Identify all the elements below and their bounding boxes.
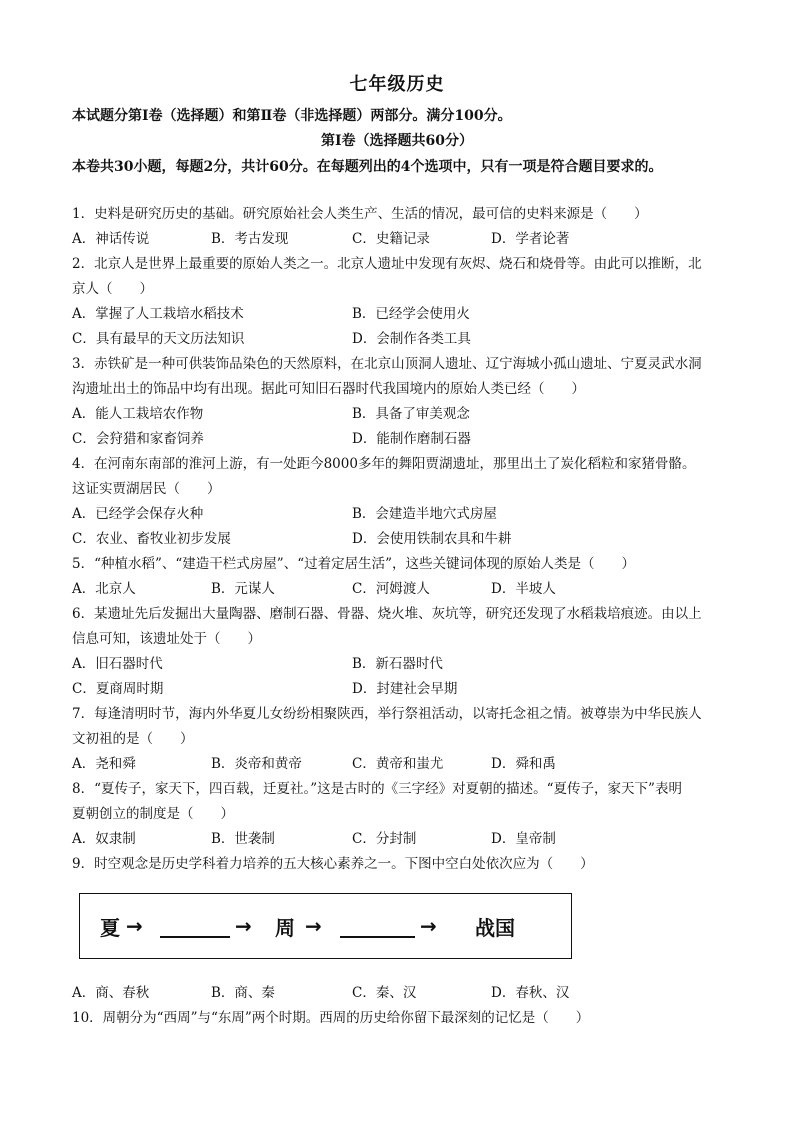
- q8-option-b: B．世袭制: [211, 831, 275, 847]
- section-intro: 本卷共30小题，每题2分，共计60分。在每题列出的4个选项中，只有一项是符合题目要求的。: [72, 159, 663, 175]
- q1-option-c: C．史籍记录: [352, 231, 430, 247]
- q7-option-a: A．尧和舜: [72, 756, 136, 772]
- q2-option-d: D．会制作各类工具: [352, 331, 471, 347]
- question-3-text-line1: 3．赤铁矿是一种可供装饰品染色的天然原料，在北京山顶洞人遗址、辽宁海城小孤山遗址、宁夏灵武水洞: [72, 356, 702, 372]
- timeline-blank: [160, 936, 230, 938]
- question-8-text-line2: 夏朝创立的制度是（ ）: [72, 806, 234, 822]
- q4-option-b: B．会建造半地穴式房屋: [352, 506, 497, 522]
- q4-option-c: C．农业、畜牧业初步发展: [72, 531, 231, 547]
- q5-option-d: D．半坡人: [491, 581, 556, 597]
- question-2-text-line1: 2．北京人是世界上最重要的原始人类之一。北京人遗址中发现有灰烬、烧石和烧骨等。由此可以推断，北: [72, 256, 702, 272]
- q1-option-b: B．考古发现: [211, 231, 289, 247]
- q3-option-b: B．具备了审美观念: [352, 406, 470, 422]
- question-4-text-line1: 4．在河南东南部的淮河上游，有一处距今8000多年的舞阳贾湖遗址，那里出土了炭化稻粒和家猪骨骼。: [72, 456, 696, 472]
- timeline-item-zhanguo: 战国: [475, 916, 515, 940]
- q2-option-c: C．具有最早的天文历法知识: [72, 331, 245, 347]
- q9-option-a: A．商、春秋: [72, 985, 150, 1001]
- question-6-text-line2: 信息可知，该遗址处于（ ）: [72, 631, 261, 647]
- question-6-text-line1: 6．某遗址先后发掘出大量陶器、磨制石器、骨器、烧火堆、灰坑等，研究还发现了水稻栽培痕迹。由以上: [72, 606, 702, 622]
- timeline-item-xia: 夏: [100, 916, 120, 940]
- timeline-arrow: →: [235, 914, 252, 938]
- q7-option-b: B．炎帝和黄帝: [211, 756, 302, 772]
- q7-option-c: C．黄帝和蚩尤: [352, 756, 444, 772]
- timeline-arrow: →: [420, 914, 437, 938]
- page-title: 七年级历史: [349, 74, 445, 95]
- q2-option-b: B．已经学会使用火: [352, 306, 470, 322]
- question-5-text: 5．“种植水稻”、“建造干栏式房屋”、“过着定居生活”，这些关键词体现的原始人类是（ ）: [72, 556, 635, 572]
- q7-option-d: D．舜和禹: [491, 756, 556, 772]
- question-9-text: 9．时空观念是历史学科着力培养的五大核心素养之一。下图中空白处依次应为（ ）: [72, 856, 594, 872]
- timeline-diagram: [79, 893, 572, 959]
- q1-option-a: A．神话传说: [72, 231, 150, 247]
- timeline-blank: [340, 936, 415, 938]
- q9-option-b: B．商、秦: [211, 985, 275, 1001]
- q1-option-d: D．学者论著: [491, 231, 570, 247]
- question-3-text-line2: 沟遗址出土的饰品中均有出现。据此可知旧石器时代我国境内的原始人类已经（ ）: [72, 381, 585, 397]
- q6-option-d: D．封建社会早期: [352, 681, 458, 697]
- q5-option-c: C．河姆渡人: [352, 581, 430, 597]
- q5-option-a: A．北京人: [72, 581, 136, 597]
- q8-option-c: C．分封制: [352, 831, 417, 847]
- exam-intro: 本试题分第Ⅰ卷（选择题）和第Ⅱ卷（非选择题）两部分。满分100分。: [72, 108, 512, 124]
- q3-option-a: A．能人工栽培农作物: [72, 406, 204, 422]
- q5-option-b: B．元谋人: [211, 581, 275, 597]
- question-2-text-line2: 京人（ ）: [72, 281, 153, 297]
- q9-option-d: D．春秋、汉: [491, 985, 570, 1001]
- section-title: 第Ⅰ卷（选择题共60分）: [320, 133, 474, 149]
- q3-option-c: C．会狩猎和家畜饲养: [72, 431, 204, 447]
- q8-option-d: D．皇帝制: [491, 831, 556, 847]
- q6-option-b: B．新石器时代: [352, 656, 443, 672]
- question-10-text: 10．周朝分为“西周”与“东周”两个时期。西周的历史给你留下最深刻的记忆是（ ）: [72, 1010, 590, 1026]
- q4-option-a: A．已经学会保存火种: [72, 506, 204, 522]
- question-7-text-line1: 7．每逢清明时节，海内外华夏儿女纷纷相聚陕西，举行祭祖活动，以寄托念祖之情。被尊崇为中华民族人: [72, 706, 702, 722]
- q6-option-c: C．夏商周时期: [72, 681, 164, 697]
- q4-option-d: D．会使用铁制农具和牛耕: [352, 531, 512, 547]
- q9-option-c: C．秦、汉: [352, 985, 417, 1001]
- q8-option-a: A．奴隶制: [72, 831, 136, 847]
- timeline-arrow: →: [126, 914, 143, 938]
- question-7-text-line2: 文初祖的是（ ）: [72, 731, 194, 747]
- question-4-text-line2: 这证实贾湖居民（ ）: [72, 481, 221, 497]
- timeline-item-zhou: 周: [275, 916, 295, 940]
- question-1-text: 1．史料是研究历史的基础。研究原始社会人类生产、生活的情况，最可信的史料来源是（ ）: [72, 206, 648, 222]
- q2-option-a: A．掌握了人工栽培水稻技术: [72, 306, 244, 322]
- q3-option-d: D．能制作磨制石器: [352, 431, 471, 447]
- question-8-text-line1: 8．“夏传子，家天下，四百载，迁夏社。”这是古时的《三字经》对夏朝的描述。“夏传子，家天下”表明: [72, 781, 682, 797]
- timeline-arrow: →: [305, 914, 322, 938]
- q6-option-a: A．旧石器时代: [72, 656, 163, 672]
